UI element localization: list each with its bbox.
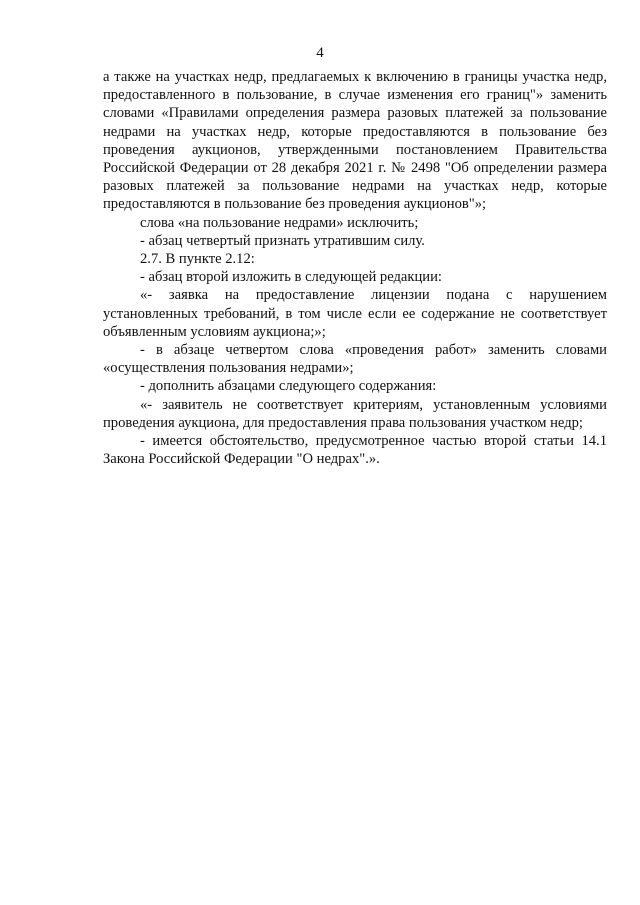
page-number: 4 [316, 45, 324, 61]
paragraph-6: «- заявка на предоставление лицензии подана с нарушением установленных требований, в том числе если ее содержание не соответствует объявленным условиям аукциона;»; [103, 287, 607, 340]
paragraph-2: слова «на пользование недрами» исключить; [140, 214, 419, 231]
paragraph-5: - абзац второй изложить в следующей редакции: [140, 269, 442, 286]
paragraph-3: - абзац четвертый признать утратившим силу. [140, 232, 425, 249]
paragraph-8: - дополнить абзацами следующего содержания: [140, 378, 437, 395]
paragraph-10: - имеется обстоятельство, предусмотренное частью второй статьи 14.1 Закона Российской Федерации "О недрах".». [103, 433, 607, 468]
paragraph-1: а также на участках недр, предлагаемых к включению в границы участка недр, предоставленного в пользование, в случае изменения его границ"» заменить словами «Правилами определения размера разовых платежей за пользование недрами на участках недр, которые предоставляются в пользование без проведения аукционов, утвержденными постановлением Правительства Российской Федерации от 28 декабря 2021 г. № 2498 "Об определении размера разовых платежей за пользование недрами на участках недр, которые предоставляются в пользование без проведения аукционов"»; [103, 69, 607, 213]
paragraph-4: 2.7. В пункте 2.12: [140, 251, 255, 268]
paragraph-9: «- заявитель не соответствует критериям, установленным условиями проведения аукциона, для предоставления права пользования участком недр; [103, 396, 607, 431]
document-body [103, 68, 607, 468]
paragraph-7: - в абзаце четвертом слова «проведения работ» заменить словами «осуществления пользования недрами»; [103, 342, 607, 377]
